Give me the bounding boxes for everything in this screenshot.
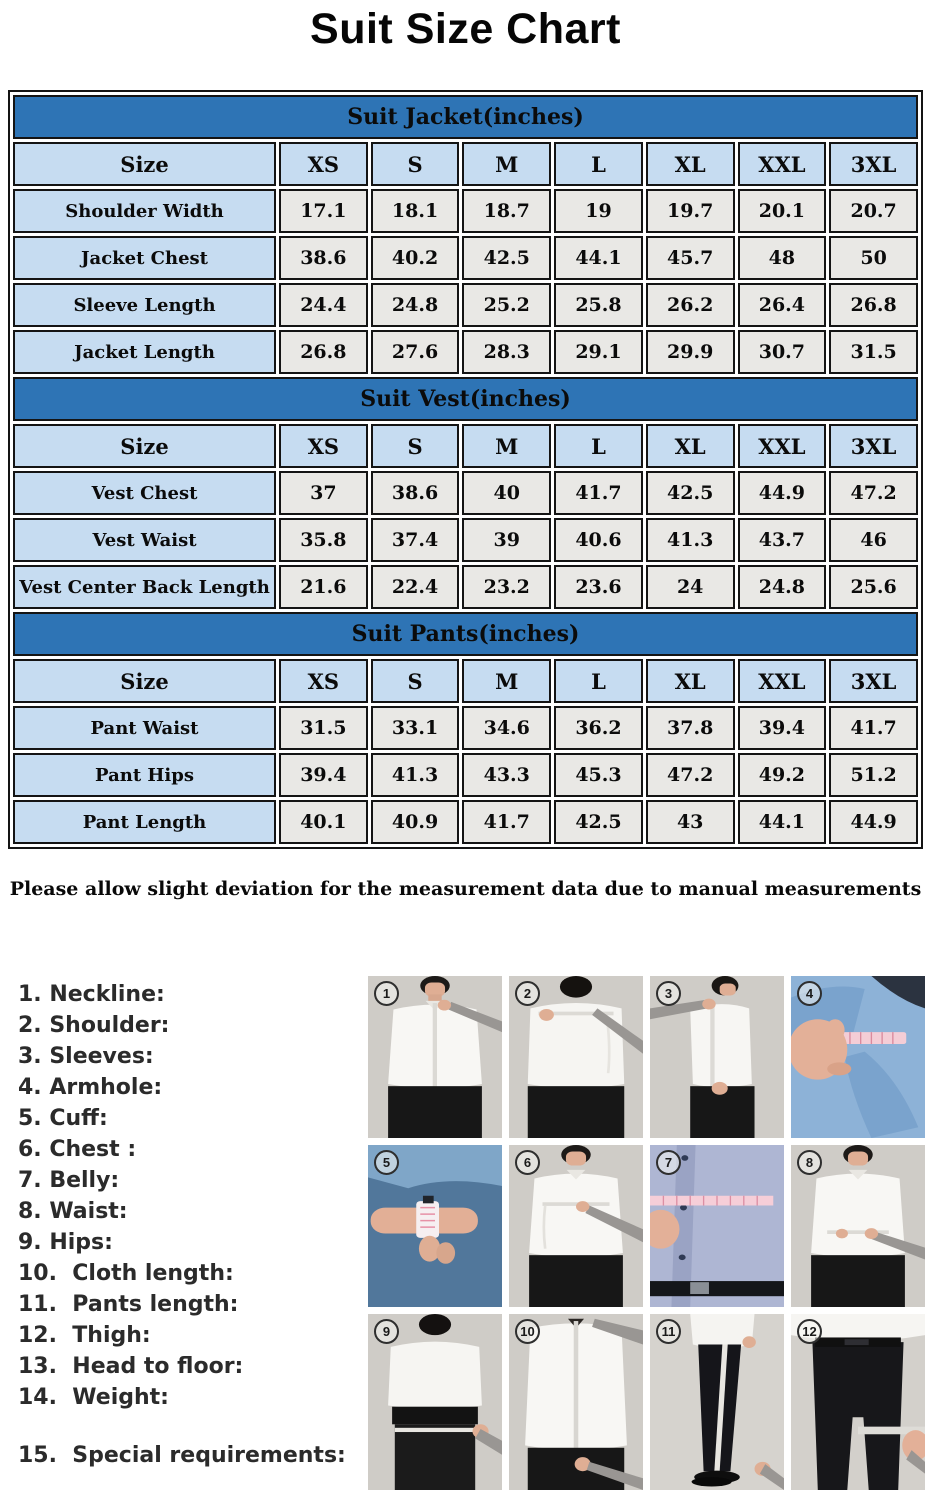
size-column-header: XXL: [738, 659, 827, 703]
measure-list-item: 11. Pants length:: [18, 1292, 239, 1317]
size-column-header: M: [462, 659, 551, 703]
measurement-value: 39.4: [279, 753, 368, 797]
measurement-value: 40.6: [554, 518, 643, 562]
size-row-label: Size: [13, 659, 276, 703]
measurement-row-label: Pant Waist: [13, 706, 276, 750]
measurement-value: 40.2: [371, 236, 460, 280]
section-header: Suit Vest(inches): [13, 377, 918, 421]
size-column-header: XXL: [738, 424, 827, 468]
measurement-value: 29.9: [646, 330, 735, 374]
measurement-value: 42.5: [646, 471, 735, 515]
measure-list-item: 7. Belly:: [18, 1168, 120, 1193]
measurement-value: 24.4: [279, 283, 368, 327]
measure-list-item: 4. Armhole:: [18, 1075, 163, 1100]
measurement-value: 29.1: [554, 330, 643, 374]
measurement-value: 28.3: [462, 330, 551, 374]
measurement-value: 25.8: [554, 283, 643, 327]
measure-list-item: 5. Cuff:: [18, 1106, 108, 1131]
photo-number-badge: 12: [797, 1319, 822, 1344]
measurement-value: 26.2: [646, 283, 735, 327]
measurement-value: 18.1: [371, 189, 460, 233]
measurement-value: 42.5: [554, 800, 643, 844]
photo-pants-length: [650, 1314, 784, 1490]
measure-list-item: 6. Chest :: [18, 1137, 137, 1162]
measure-list-item: 10. Cloth length:: [18, 1261, 234, 1286]
photo-number-badge: 3: [656, 981, 681, 1006]
section-header: Suit Pants(inches): [13, 612, 918, 656]
measurement-value: 25.6: [829, 565, 918, 609]
photo-number-badge: 5: [374, 1150, 399, 1175]
size-column-header: M: [462, 424, 551, 468]
size-column-header: 3XL: [829, 142, 918, 186]
measure-list-item: 13. Head to floor:: [18, 1354, 244, 1379]
measurement-value: 43: [646, 800, 735, 844]
measurement-value: 50: [829, 236, 918, 280]
size-column-header: S: [371, 424, 460, 468]
photo-thigh: [791, 1314, 925, 1490]
photo-number-badge: 10: [515, 1319, 540, 1344]
measurement-value: 25.2: [462, 283, 551, 327]
photo-number-badge: 11: [656, 1319, 681, 1344]
measurement-value: 20.1: [738, 189, 827, 233]
measurement-value: 26.8: [829, 283, 918, 327]
measurement-row-label: Jacket Length: [13, 330, 276, 374]
measure-list-item: 15. Special requirements:: [18, 1443, 346, 1468]
measurement-value: 44.1: [738, 800, 827, 844]
measurement-value: 41.3: [646, 518, 735, 562]
size-column-header: M: [462, 142, 551, 186]
measurement-value: 45.7: [646, 236, 735, 280]
measurement-value: 23.6: [554, 565, 643, 609]
photo-neckline: [368, 976, 502, 1138]
photo-sleeves: [650, 976, 784, 1138]
measure-list-item: 12. Thigh:: [18, 1323, 151, 1348]
measurement-value: 43.7: [738, 518, 827, 562]
measure-list-item: 14. Weight:: [18, 1385, 169, 1410]
measurement-value: 47.2: [646, 753, 735, 797]
photo-number-badge: 8: [797, 1150, 822, 1175]
measurement-value: 19: [554, 189, 643, 233]
measurement-value: 41.7: [829, 706, 918, 750]
size-column-header: L: [554, 659, 643, 703]
measurement-photo-grid: [368, 976, 925, 1490]
size-column-header: XS: [279, 659, 368, 703]
measurement-value: 17.1: [279, 189, 368, 233]
measurement-value: 48: [738, 236, 827, 280]
measurement-value: 23.2: [462, 565, 551, 609]
size-row-label: Size: [13, 142, 276, 186]
measurement-value: 18.7: [462, 189, 551, 233]
size-column-header: XL: [646, 424, 735, 468]
measurement-value: 49.2: [738, 753, 827, 797]
measurement-value: 40.9: [371, 800, 460, 844]
measurement-value: 42.5: [462, 236, 551, 280]
photo-chest: [509, 1145, 643, 1307]
size-column-header: S: [371, 142, 460, 186]
measurement-value: 24.8: [738, 565, 827, 609]
measurement-value: 47.2: [829, 471, 918, 515]
photo-hips: [368, 1314, 502, 1490]
measure-list-item: 9. Hips:: [18, 1230, 113, 1255]
section-header: Suit Jacket(inches): [13, 95, 918, 139]
measurement-row-label: Shoulder Width: [13, 189, 276, 233]
size-column-header: XS: [279, 142, 368, 186]
size-column-header: L: [554, 142, 643, 186]
measurement-value: 21.6: [279, 565, 368, 609]
measurement-value: 44.9: [738, 471, 827, 515]
size-column-header: 3XL: [829, 424, 918, 468]
measurement-value: 19.7: [646, 189, 735, 233]
size-column-header: S: [371, 659, 460, 703]
photo-waist: [791, 1145, 925, 1307]
measurement-value: 44.1: [554, 236, 643, 280]
measure-list-item: 2. Shoulder:: [18, 1013, 170, 1038]
measurement-value: 38.6: [279, 236, 368, 280]
measurement-value: 37.4: [371, 518, 460, 562]
measurement-row-label: Jacket Chest: [13, 236, 276, 280]
measurement-row-label: Vest Center Back Length: [13, 565, 276, 609]
size-column-header: L: [554, 424, 643, 468]
measurement-value: 41.7: [554, 471, 643, 515]
measurement-row-label: Vest Chest: [13, 471, 276, 515]
photo-number-badge: 9: [374, 1319, 399, 1344]
measurement-value: 35.8: [279, 518, 368, 562]
measurement-row-label: Sleeve Length: [13, 283, 276, 327]
measurement-row-label: Vest Waist: [13, 518, 276, 562]
photo-number-badge: 6: [515, 1150, 540, 1175]
measurement-value: 46: [829, 518, 918, 562]
size-column-header: XS: [279, 424, 368, 468]
measurement-value: 27.6: [371, 330, 460, 374]
photo-number-badge: 4: [797, 981, 822, 1006]
measure-list-item: 3. Sleeves:: [18, 1044, 154, 1069]
measurement-value: 43.3: [462, 753, 551, 797]
photo-number-badge: 2: [515, 981, 540, 1006]
measurement-list: [18, 984, 346, 1476]
size-row-label: Size: [13, 424, 276, 468]
photo-cuff: [368, 1145, 502, 1307]
measurement-value: 31.5: [279, 706, 368, 750]
measurement-value: 44.9: [829, 800, 918, 844]
measurement-row-label: Pant Length: [13, 800, 276, 844]
measurement-value: 33.1: [371, 706, 460, 750]
measurement-value: 38.6: [371, 471, 460, 515]
measurement-value: 37.8: [646, 706, 735, 750]
measurement-value: 30.7: [738, 330, 827, 374]
photo-cloth-length: [509, 1314, 643, 1490]
measurement-note: Please allow slight deviation for the measurement data due to manual measurements: [9, 878, 922, 900]
measurement-value: 41.3: [371, 753, 460, 797]
measurement-value: 24: [646, 565, 735, 609]
size-column-header: 3XL: [829, 659, 918, 703]
measurement-value: 51.2: [829, 753, 918, 797]
page-title: Suit Size Chart: [310, 5, 621, 53]
measurement-value: 40: [462, 471, 551, 515]
measurement-row-label: Pant Hips: [13, 753, 276, 797]
measurement-value: 45.3: [554, 753, 643, 797]
measurement-value: 24.8: [371, 283, 460, 327]
measurement-value: 39.4: [738, 706, 827, 750]
measure-list-item: 8. Waist:: [18, 1199, 128, 1224]
size-column-header: XL: [646, 659, 735, 703]
photo-belly: [650, 1145, 784, 1307]
photo-shoulder: [509, 976, 643, 1138]
measurement-value: 26.8: [279, 330, 368, 374]
measurement-value: 41.7: [462, 800, 551, 844]
measurement-value: 36.2: [554, 706, 643, 750]
measurement-value: 34.6: [462, 706, 551, 750]
photo-number-badge: 7: [656, 1150, 681, 1175]
photo-armhole: [791, 976, 925, 1138]
measurement-value: 20.7: [829, 189, 918, 233]
measurement-value: 37: [279, 471, 368, 515]
size-chart-table: [8, 90, 923, 849]
measurement-value: 39: [462, 518, 551, 562]
measurement-value: 26.4: [738, 283, 827, 327]
size-column-header: XXL: [738, 142, 827, 186]
measurement-value: 22.4: [371, 565, 460, 609]
photo-number-badge: 1: [374, 981, 399, 1006]
measurement-value: 31.5: [829, 330, 918, 374]
measurement-value: 40.1: [279, 800, 368, 844]
measure-list-item: 1. Neckline:: [18, 982, 165, 1007]
size-column-header: XL: [646, 142, 735, 186]
